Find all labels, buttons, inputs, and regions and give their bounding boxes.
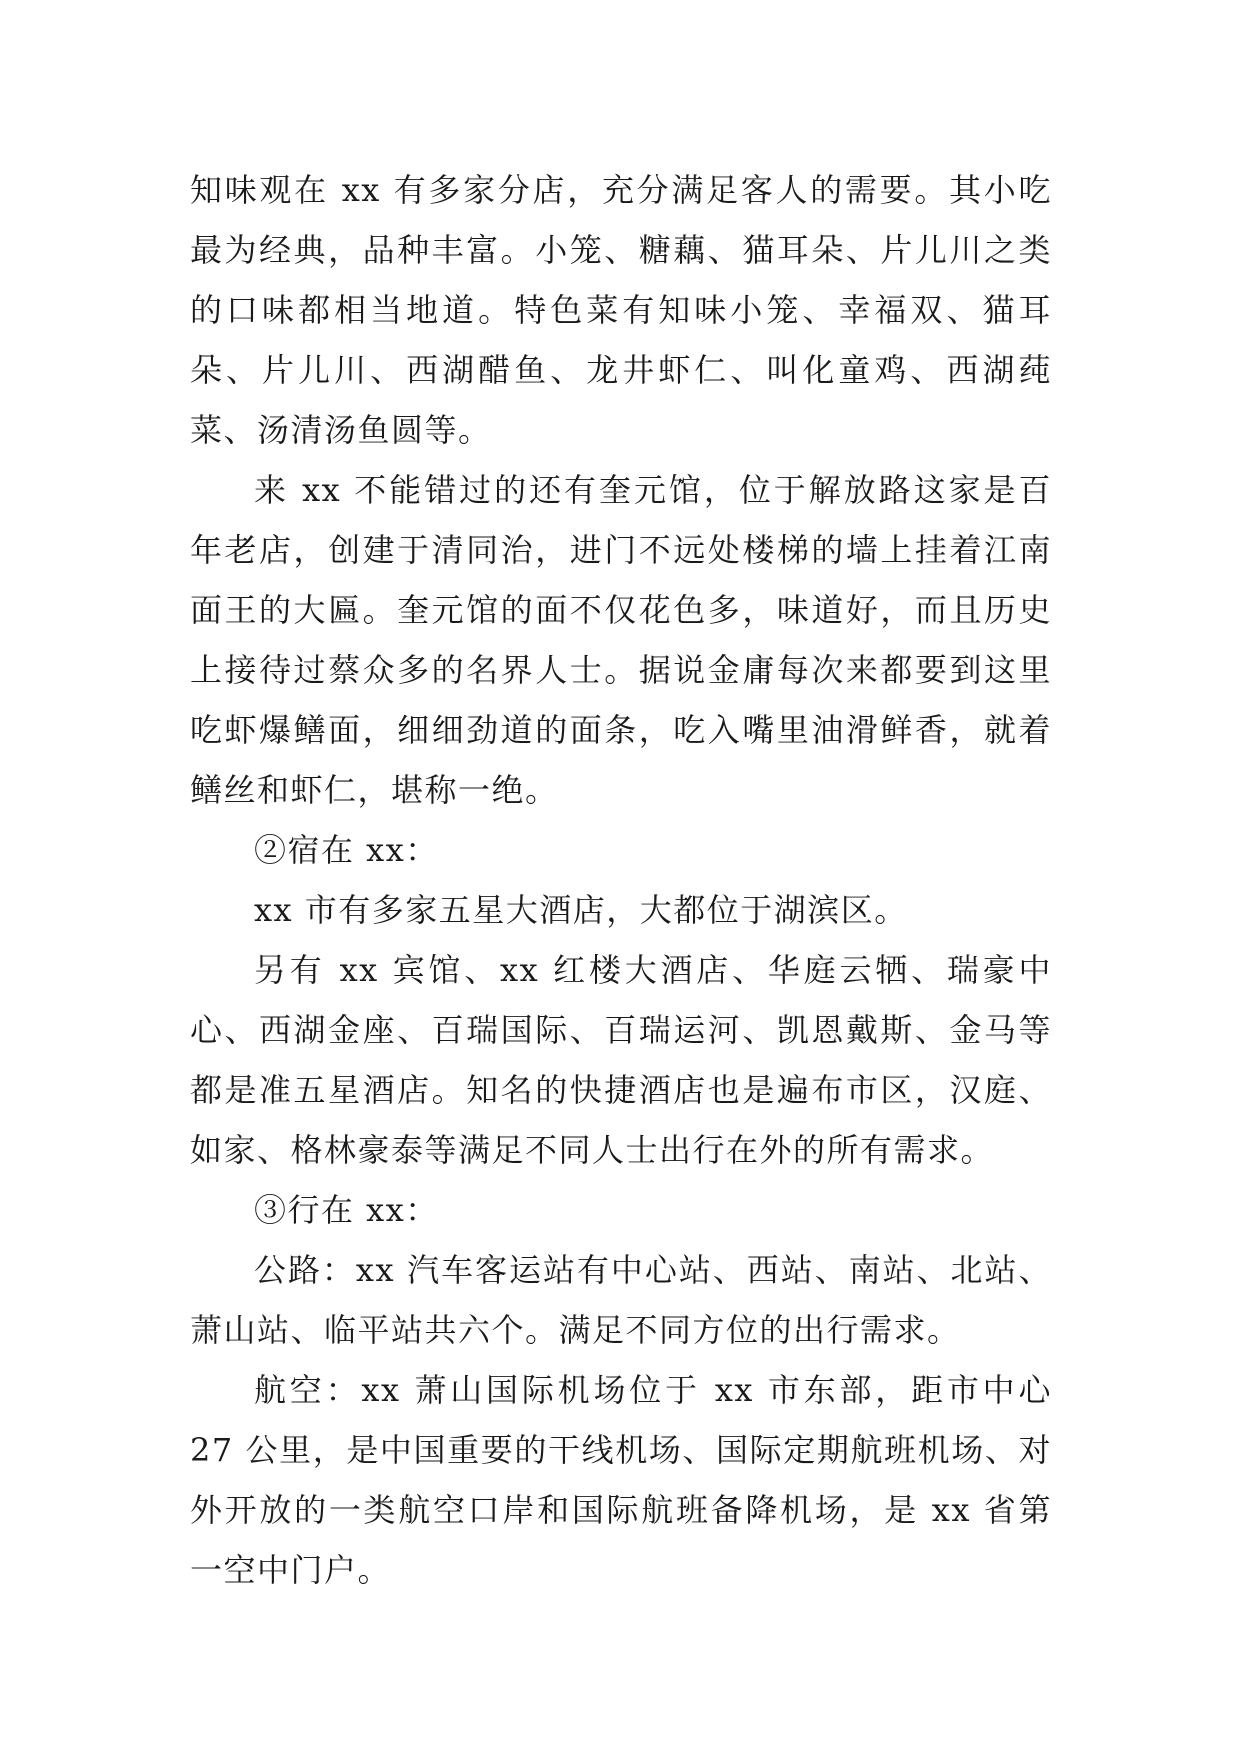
- paragraph-highway: 公路：xx 汽车客运站有中心站、西站、南站、北站、萧山站、临平站共六个。满足不同方位的出行需求。: [190, 1251, 1052, 1349]
- document-body: [190, 160, 1052, 1600]
- paragraph-other-hotels: 另有 xx 宾馆、xx 红楼大酒店、华庭云牺、瑞豪中心、西湖金座、百瑞国际、百瑞运河、凯恩戴斯、金马等都是准五星酒店。知名的快捷酒店也是遍布市区，汉庭、如家、格林豪泰等满足不同人士出行在外的所有需求。: [190, 951, 1052, 1169]
- section-heading-transport: ③行在 xx：: [254, 1191, 439, 1229]
- section-heading-lodging: ②宿在 xx：: [254, 831, 439, 869]
- paragraph-kuiyuanguan: 来 xx 不能错过的还有奎元馆，位于解放路这家是百年老店，创建于清同治，进门不远处楼梯的墙上挂着江南面王的大匾。奎元馆的面不仅花色多，味道好，而且历史上接待过蔡众多的名界人士。据说金庸每次来都要到这里吃虾爆鳝面，细细劲道的面条，吃入嘴里油滑鲜香，就着鳝丝和虾仁，堪称一绝。: [190, 471, 1052, 809]
- paragraph-five-star-hotels: xx 市有多家五星大酒店，大都位于湖滨区。: [254, 891, 908, 929]
- paragraph-aviation: 航空：xx 萧山国际机场位于 xx 市东部，距市中心 27 公里，是中国重要的干线机场、国际定期航班机场、对外开放的一类航空口岸和国际航班备降机场，是 xx 省第一空中门户。: [190, 1371, 1052, 1589]
- paragraph-zhiweiguan: 知味观在 xx 有多家分店，充分满足客人的需要。其小吃最为经典，品种丰富。小笼、糖藕、猫耳朵、片儿川之类的口味都相当地道。特色菜有知味小笼、幸福双、猫耳朵、片儿川、西湖醋鱼、龙井虾仁、叫化童鸡、西湖莼菜、汤清汤鱼圆等。: [190, 171, 1052, 449]
